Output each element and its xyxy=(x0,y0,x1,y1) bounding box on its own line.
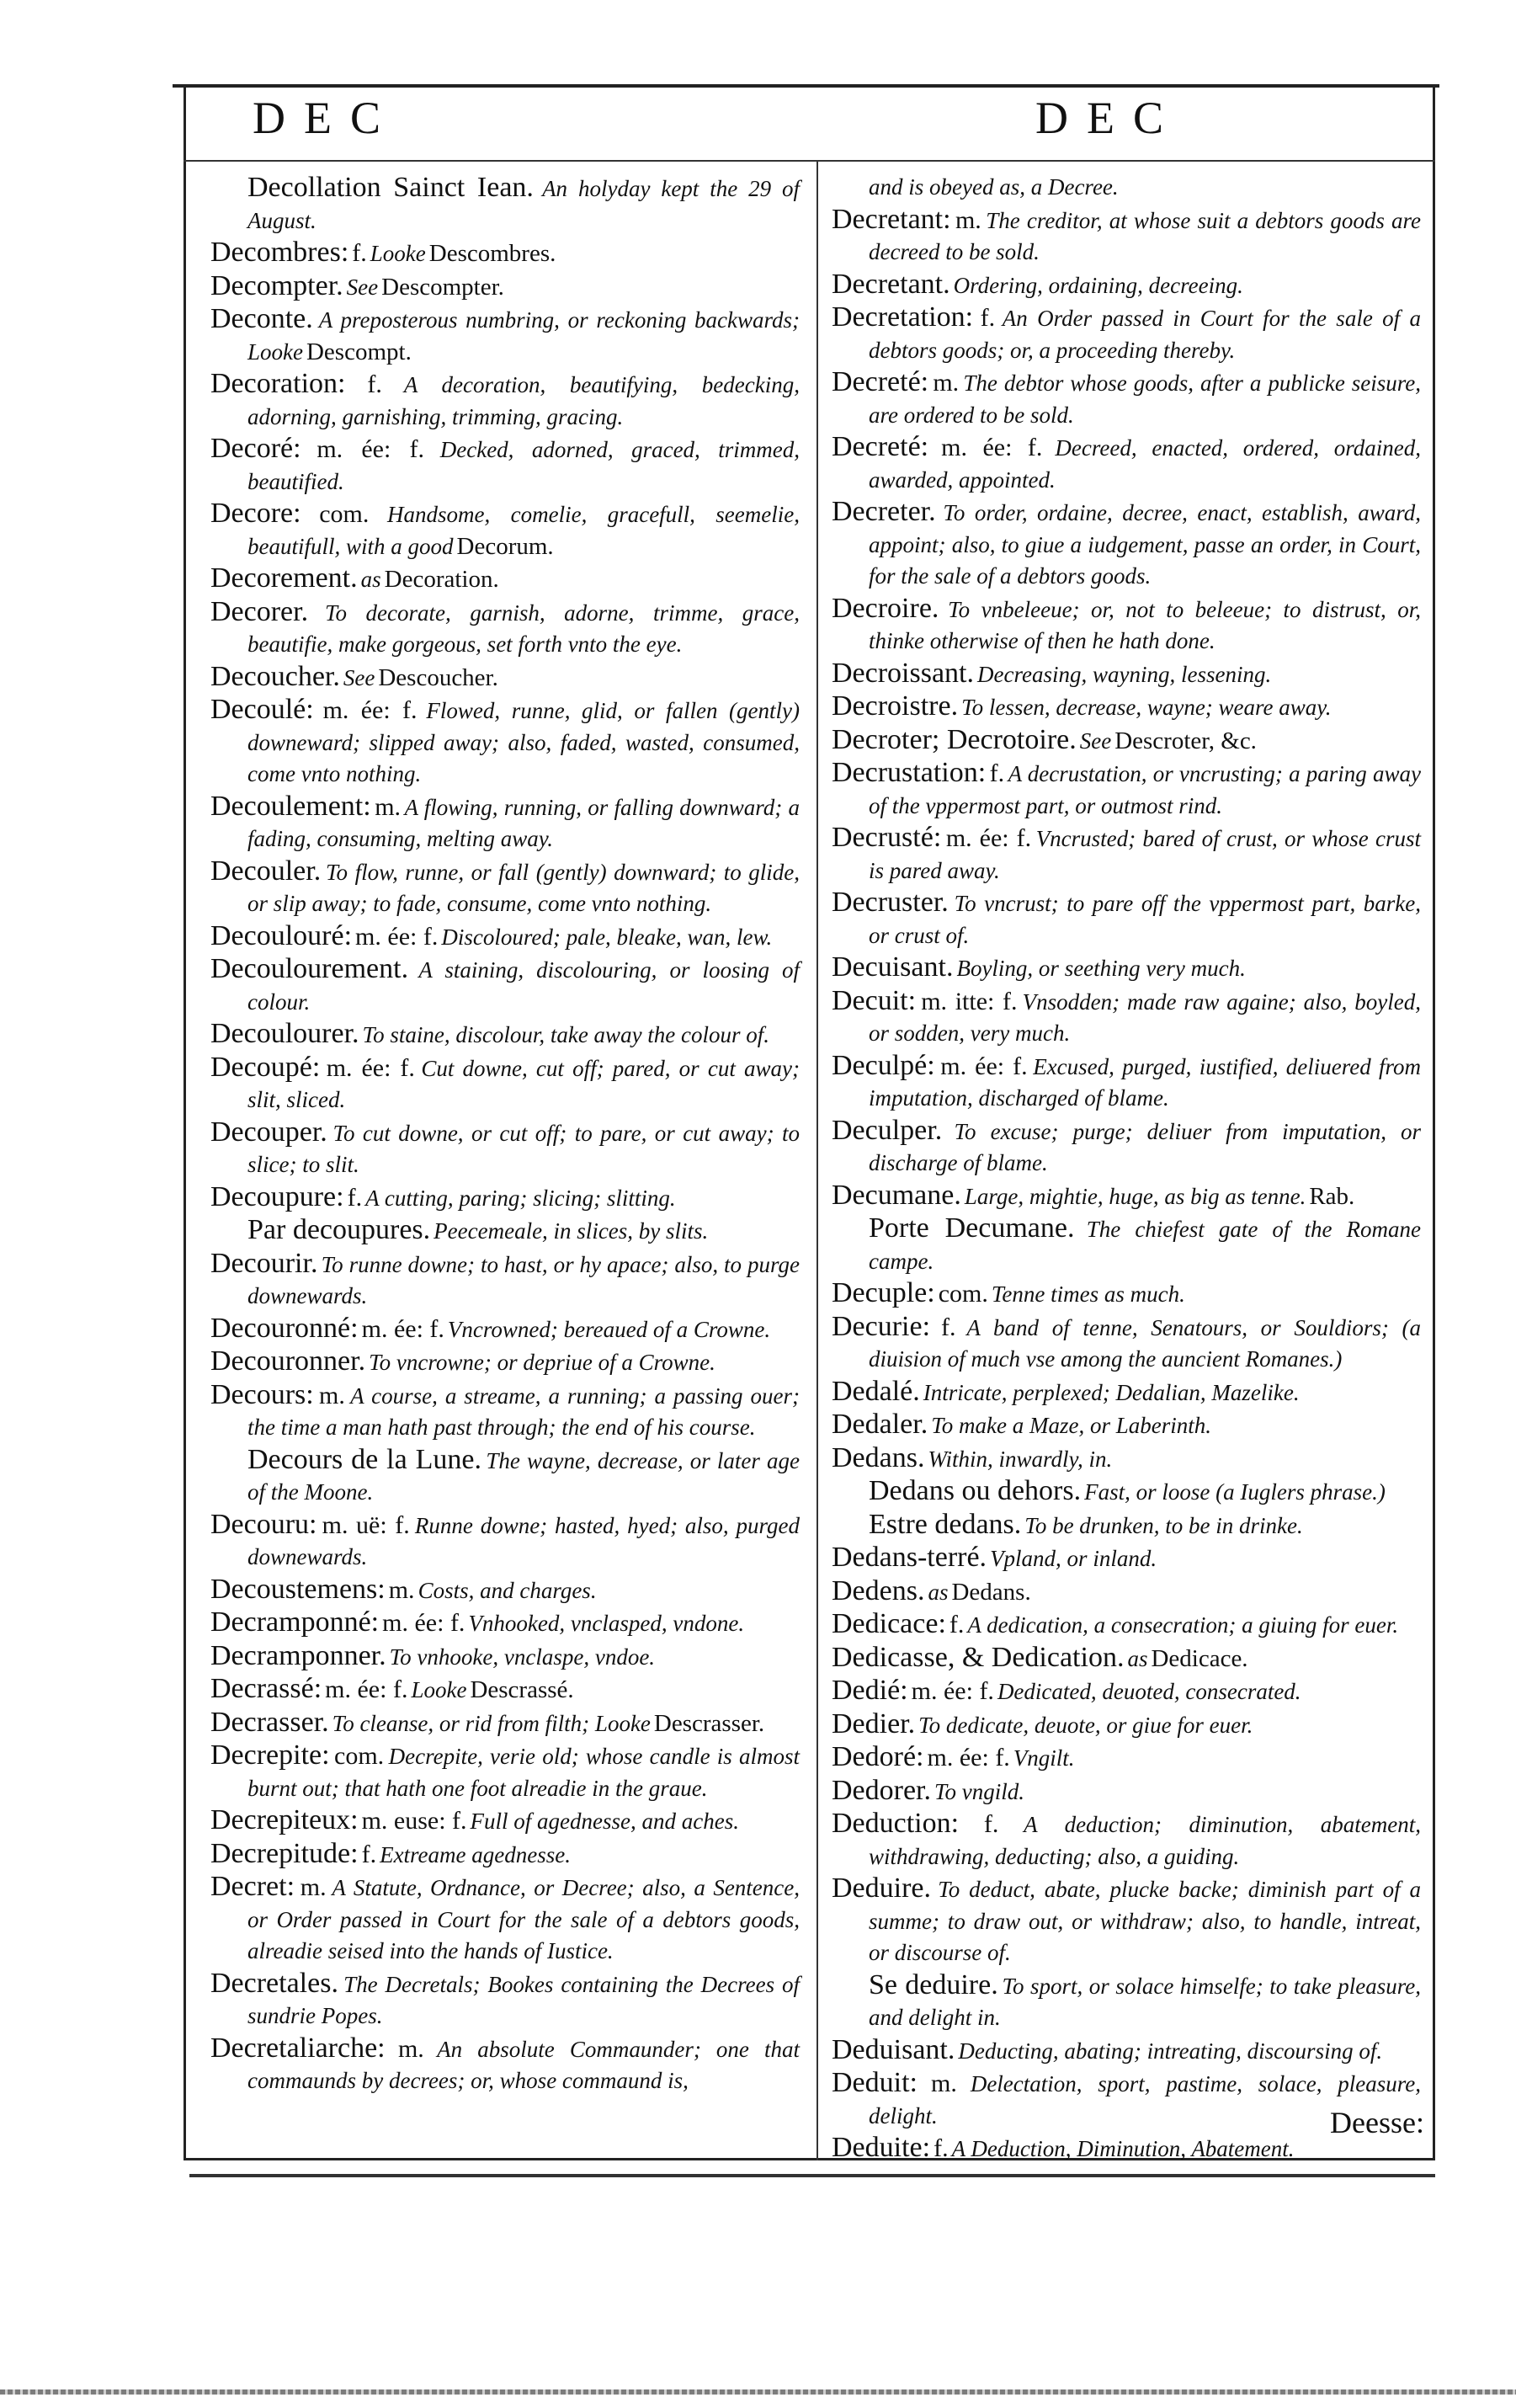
definition: Vpland, or inland. xyxy=(990,1546,1157,1571)
headword: Decours de la Lune. xyxy=(247,1443,481,1475)
headword: Decoulouré: xyxy=(210,919,353,951)
dictionary-entry xyxy=(832,1743,1421,1777)
definition: as xyxy=(1127,1645,1148,1671)
definition: Within, inwardly, in. xyxy=(928,1446,1113,1472)
dictionary-entry xyxy=(832,1707,1421,1744)
dictionary-entry xyxy=(832,1809,1421,1874)
headword: Dedier. xyxy=(832,1707,916,1739)
definition: An absolute Commaunder; one that commaunds by decrees; or, whose commaund is, xyxy=(247,2036,800,2093)
dictionary-entry xyxy=(832,823,1421,888)
dictionary-entry xyxy=(210,1837,800,1873)
dictionary-entry xyxy=(832,723,1421,759)
headword: Decore: xyxy=(210,498,301,529)
definition: Decreasing, wayning, lessening. xyxy=(977,661,1272,687)
grammar: m. ée: f. xyxy=(382,1609,465,1637)
headword: Decouronner. xyxy=(210,1345,366,1377)
headword: Decorer. xyxy=(210,595,309,627)
definition: A flowing, running, or falling downward; a fading, consuming, melting away. xyxy=(247,794,801,851)
headword: Deduit: xyxy=(832,2067,918,2098)
dictionary-entry xyxy=(210,1708,800,1742)
definition: Decreed, enacted, ordered, ordained, awarded, appointed. xyxy=(869,435,1422,493)
dictionary-entry xyxy=(832,888,1421,953)
definition: Ordering, ordaining, decreeing. xyxy=(953,272,1243,298)
cross-reference: Descrasser. xyxy=(653,1709,765,1737)
dictionary-entry xyxy=(832,173,1421,205)
cross-reference: Decorum. xyxy=(456,532,554,560)
definition: To deduct, abate, plucke backe; diminish part of a summe; to draw out, or withdraw; also, to handle, intreat, or discourse of. xyxy=(869,1877,1422,1965)
dictionary-entry xyxy=(832,1410,1421,1444)
grammar: f. xyxy=(980,304,996,332)
headword: Decours: xyxy=(210,1378,314,1410)
dictionary-entry xyxy=(210,305,800,370)
headword: Deculper. xyxy=(832,1114,943,1146)
grammar: m. ée: f. xyxy=(361,1314,444,1343)
definition: Fast, or loose (a Iuglers phrase.) xyxy=(1084,1479,1386,1505)
dictionary-entry xyxy=(210,434,800,499)
catchword: Deesse: xyxy=(1330,2106,1424,2139)
definition: A decrustation, or vncrusting; a paring away of the vppermost part, or outmost rind. xyxy=(869,761,1422,818)
dictionary-entry xyxy=(210,1639,800,1675)
dictionary-entry xyxy=(210,1510,800,1575)
definition: as xyxy=(360,567,381,592)
definition: To vngild. xyxy=(934,1778,1025,1804)
definition: To vncrust; to pare off the vppermost part, barke, or crust of. xyxy=(869,891,1421,948)
dictionary-entry xyxy=(832,498,1421,594)
dictionary-entry xyxy=(832,692,1421,726)
grammar: m. xyxy=(397,2034,424,2063)
dictionary-entry xyxy=(210,1675,800,1708)
dictionary-entry xyxy=(210,2034,800,2099)
dictionary-entry xyxy=(832,1279,1421,1313)
grammar: m. itte: f. xyxy=(921,987,1018,1015)
sub-entry xyxy=(832,1477,1421,1510)
dictionary-entry xyxy=(832,1543,1421,1577)
dictionary-entry xyxy=(832,1874,1421,1971)
grammar: m. uë: f. xyxy=(322,1510,410,1539)
headword: Decretales. xyxy=(210,1967,338,1999)
definition: To be drunken, to be in drinke. xyxy=(1024,1512,1303,1538)
definition: To order, ordaine, decree, enact, establish, award, appoint; also, to giue a iudgement, passe an order, in Court, for the sale of a debtors goods. xyxy=(869,500,1421,589)
grammar: m. xyxy=(933,369,960,397)
definition: A Deduction, Diminution, Abatement. xyxy=(951,2136,1295,2161)
headword: Dedié: xyxy=(832,1675,908,1706)
grammar: m. xyxy=(930,2070,957,2097)
headword: Decrustation: xyxy=(832,757,987,788)
headword: Decretant. xyxy=(832,268,950,300)
grammar: m. xyxy=(319,1381,345,1409)
grammar: f. xyxy=(347,1183,363,1212)
grammar: f. xyxy=(940,1313,956,1341)
definition: See xyxy=(346,274,379,300)
dictionary-entry xyxy=(210,269,800,306)
dictionary-entry xyxy=(210,660,800,696)
definition: To flow, runne, or fall (gently) downward; to glide, or slip away; to fade, consume, come vnto nothing. xyxy=(247,859,800,916)
cross-reference: Descrassé. xyxy=(470,1676,574,1703)
definition: Handsome, comelie, gracefull, seemelie, beautifull, with a good xyxy=(247,502,800,559)
definition: An holyday kept the 29 of August. xyxy=(247,176,800,233)
definition: A cutting, paring; slicing; slitting. xyxy=(365,1185,676,1211)
headword: Decoration: xyxy=(210,368,346,399)
dictionary-entry xyxy=(832,368,1421,433)
definition: To decorate, garnish, adorne, trimme, grace, beautifie, make gorgeous, set forth vnto the eye. xyxy=(247,599,800,657)
headword: Decoré: xyxy=(210,433,301,464)
definition: Large, mightie, huge, as big as tenne. xyxy=(964,1183,1306,1209)
grammar: m. ée: f. xyxy=(927,1744,1010,1771)
dictionary-entry xyxy=(210,370,800,434)
definition: To vnhooke, vnclaspe, vndoe. xyxy=(389,1644,656,1670)
dictionary-entry xyxy=(210,1020,800,1053)
running-head-right: DEC xyxy=(1035,93,1182,143)
header-rule xyxy=(184,160,1435,162)
grammar: f. xyxy=(934,2134,949,2162)
definition: The debtor whose goods, after a publicke seisure, are ordered to be sold. xyxy=(869,370,1421,428)
grammar: m. xyxy=(955,205,981,234)
dictionary-entry xyxy=(832,270,1421,304)
dictionary-entry xyxy=(210,595,800,663)
definition: Vnhooked, vnclasped, vndone. xyxy=(468,1611,745,1636)
dictionary-entry xyxy=(210,857,800,922)
dictionary-entry xyxy=(210,792,800,857)
dictionary-entry xyxy=(832,1610,1421,1644)
headword: Decoulourement. xyxy=(210,953,409,984)
dictionary-entry xyxy=(210,1314,800,1348)
sub-entry xyxy=(210,173,800,238)
definition: Vncrusted; bared of crust, or whose crust is pared away. xyxy=(869,826,1422,883)
grammar: m. ée: f. xyxy=(325,1675,408,1703)
definition: Boyling, or seething very much. xyxy=(956,956,1246,981)
dictionary-entry xyxy=(832,1441,1421,1478)
definition: To dedicate, deuote, or giue for euer. xyxy=(918,1712,1253,1738)
definition: Looke xyxy=(370,241,426,266)
cross-reference: Descroter, &c. xyxy=(1114,727,1257,754)
dictionary-entry xyxy=(210,695,800,792)
headword: Decretation: xyxy=(832,301,974,333)
dictionary-entry xyxy=(832,1181,1421,1215)
dictionary-entry xyxy=(210,1741,800,1806)
definition: A Statute, Ordnance, or Decree; also, a Sentence, or Order passed in Court for the sale of a debtors goods, alreadie seised into the hands of Iustice. xyxy=(247,1875,801,1963)
grammar: m. xyxy=(300,1873,327,1901)
dictionary-entry xyxy=(832,205,1421,270)
grammar: m. ée: f. xyxy=(941,434,1043,461)
headword: Decrepiteux: xyxy=(210,1804,359,1835)
definition: Cut downe, cut off; pared, or cut away; slit, sliced. xyxy=(247,1055,801,1112)
headword: Decompter. xyxy=(210,269,343,301)
definition: A dedication, a consecration; a giuing for euer. xyxy=(967,1612,1399,1638)
headword: Decoulé: xyxy=(210,694,314,725)
headword: Deduisant. xyxy=(832,2033,955,2065)
definition: Vnsodden; made raw againe; also, boyled, or sodden, very much. xyxy=(869,988,1421,1046)
headword: Dedorer. xyxy=(832,1774,932,1806)
bottom-rule xyxy=(189,2174,1435,2177)
dictionary-entry xyxy=(832,1310,1422,1377)
headword: Decroistre. xyxy=(832,690,959,722)
headword: Dedalé. xyxy=(832,1375,920,1407)
cross-reference: Rab. xyxy=(1309,1182,1355,1210)
definition: A course, a streame, a running; a passing ouer; the time a man hath past through; the end of his course. xyxy=(247,1382,801,1440)
grammar: f. xyxy=(989,759,1005,787)
headword: Decombres: xyxy=(210,237,349,268)
definition: Vncrowned; bereaued of a Crowne. xyxy=(447,1316,771,1342)
headword: Par decoupures. xyxy=(247,1214,431,1245)
definition: Extreame agednesse. xyxy=(380,1841,571,1867)
headword: Decroter; Decrotoire. xyxy=(832,723,1077,755)
grammar: m. ée: f. xyxy=(322,696,418,724)
headword: Decramponner. xyxy=(210,1639,386,1671)
grammar: m. ée: f. xyxy=(940,1052,1028,1080)
headword: Porte Decumane. xyxy=(869,1212,1075,1244)
dictionary-entry xyxy=(832,303,1421,368)
dictionary-entry xyxy=(210,1249,800,1314)
headword: Decouler. xyxy=(210,855,322,887)
definition: Full of agednesse, and aches. xyxy=(470,1809,739,1834)
cross-reference: Decoration. xyxy=(384,566,499,593)
definition: Costs, and charges. xyxy=(418,1577,597,1603)
headword: Decrepitude: xyxy=(210,1837,359,1869)
definition: To cleanse, or rid from filth; Looke xyxy=(332,1710,651,1736)
cross-reference: Descoucher. xyxy=(378,663,498,691)
headword: Decruster. xyxy=(832,887,949,918)
headword: Deconte. xyxy=(210,303,313,334)
grammar: m. ée: f. xyxy=(911,1677,994,1705)
dictionary-entry xyxy=(210,1118,800,1183)
grammar: com. xyxy=(334,1742,385,1770)
headword: Dedicasse, & Dedication. xyxy=(832,1641,1125,1673)
column-divider xyxy=(817,160,818,2160)
definition: A deduction; diminution, abatement, withdrawing, deducting; also, a guiding. xyxy=(869,1812,1421,1869)
definition: To sport, or solace himselfe; to take pleasure, and delight in. xyxy=(869,1973,1422,2030)
headword: Dedans ou dehors. xyxy=(869,1475,1082,1506)
dictionary-entry xyxy=(210,238,800,272)
grammar: m. euse: f. xyxy=(361,1807,467,1835)
dictionary-entry xyxy=(210,1378,801,1446)
headword: Decreté: xyxy=(832,431,929,462)
headword: Dedaler. xyxy=(832,1409,928,1440)
definition: To staine, discolour, take away the colour of. xyxy=(362,1022,770,1047)
headword: Decouru: xyxy=(210,1508,317,1540)
dictionary-entry xyxy=(210,1969,800,2034)
cross-reference: Dedicace. xyxy=(1151,1644,1248,1672)
definition: An Order passed in Court for the sale of a debtors goods; or, a proceeding thereby. xyxy=(869,306,1422,363)
definition: To runne downe; to hast, or hy apace; also, to purge downewards. xyxy=(247,1251,800,1308)
headword: Decuple: xyxy=(832,1277,935,1308)
headword: Decoucher. xyxy=(210,660,340,692)
sub-entry xyxy=(210,1216,800,1249)
dictionary-entry xyxy=(210,1575,800,1609)
definition: Peecemeale, in slices, by slits. xyxy=(434,1218,709,1244)
grammar: f. xyxy=(949,1611,965,1638)
grammar: m. xyxy=(388,1575,415,1604)
definition: Flowed, runne, glid, or fallen (gently) downeward; slipped away; also, faded, wasted, consumed, come vnto nothing. xyxy=(247,698,800,786)
dictionary-entry xyxy=(210,955,800,1020)
grammar: m. ée: f. xyxy=(326,1053,415,1082)
headword: Se deduire. xyxy=(869,1968,998,2000)
headword: Decoupé: xyxy=(210,1051,321,1083)
headword: Deduction: xyxy=(832,1808,960,1839)
headword: Dedans-terré. xyxy=(832,1542,987,1573)
headword: Decroissant. xyxy=(832,657,975,689)
definition: See xyxy=(343,664,375,690)
grammar: f. xyxy=(983,1810,999,1838)
grammar: f. xyxy=(361,1840,377,1868)
definition: The Decretals; Bookes containing the Decrees of sundrie Popes. xyxy=(247,1971,800,2028)
definition: Discoloured; pale, bleake, wan, lew. xyxy=(441,924,773,950)
grammar: com. xyxy=(319,500,370,528)
definition: To vnbeleeue; or, not to beleeue; to distrust, or, thinke otherwise of then he hath done. xyxy=(869,596,1421,653)
headword: Decretant: xyxy=(832,203,951,235)
dictionary-entry xyxy=(832,953,1421,987)
headword: Deduite: xyxy=(832,2132,931,2163)
cross-reference: Dedans. xyxy=(951,1578,1031,1606)
headword: Decroire. xyxy=(832,592,939,624)
grammar: m. xyxy=(375,792,402,821)
headword: Decret: xyxy=(210,1871,295,1902)
definition: To lessen, decrease, wayne; weare away. xyxy=(961,695,1332,720)
dictionary-entry xyxy=(832,1774,1421,1810)
definition: The chiefest gate of the Romane campe. xyxy=(869,1217,1421,1274)
definition: Intricate, perplexed; Dedalian, Mazelike. xyxy=(923,1379,1300,1405)
definition: See xyxy=(1079,727,1112,754)
headword: Decourir. xyxy=(210,1247,318,1279)
headword: Decreté: xyxy=(832,366,929,397)
dictionary-entry xyxy=(210,919,800,956)
headword: Decoulement: xyxy=(210,790,371,822)
dictionary-entry xyxy=(832,1676,1421,1710)
dictionary-entry xyxy=(832,659,1421,693)
sub-entry xyxy=(832,1510,1421,1544)
headword: Decuisant. xyxy=(832,951,954,983)
dictionary-entry xyxy=(832,1641,1421,1677)
definition: A staining, discolouring, or loosing of colour. xyxy=(247,957,801,1015)
headword: Decrepite: xyxy=(210,1739,330,1771)
dictionary-entry xyxy=(832,594,1421,659)
cross-reference: Descompter. xyxy=(381,273,504,301)
definition: Looke xyxy=(411,1677,467,1702)
grammar: m. ée: f. xyxy=(945,824,1032,852)
headword: Dedicace: xyxy=(832,1608,946,1639)
headword: Decoupure: xyxy=(210,1180,344,1212)
headword: Decumane. xyxy=(832,1179,961,1211)
dictionary-entry xyxy=(832,1377,1421,1411)
sub-entry xyxy=(832,1968,1422,2036)
definition: Runne downe; hasted, hyed; also, purged downewards. xyxy=(247,1512,800,1569)
headword: Decorement. xyxy=(210,562,358,594)
dictionary-entry xyxy=(210,1053,800,1118)
grammar: f. xyxy=(352,239,367,267)
definition: Deducting, abating; intreating, discoursing of. xyxy=(958,2038,1383,2064)
definition: The creditor, at whose suit a debtors goods are decreed to be sold. xyxy=(869,207,1422,264)
dictionary-entry xyxy=(210,1873,800,1969)
dictionary-entry xyxy=(210,499,800,564)
dictionary-entry xyxy=(832,2033,1421,2070)
dictionary-entry xyxy=(832,1116,1421,1181)
definition: Delectation, sport, pastime, solace, pleasure, delight. xyxy=(869,2071,1421,2128)
headword: Decoulourer. xyxy=(210,1018,359,1049)
definition: Dedicated, deuoted, consecrated. xyxy=(997,1679,1301,1704)
right-column xyxy=(832,173,1421,2167)
dictionary-entry xyxy=(832,759,1421,823)
definition: A preposterous numbring, or reckoning backwards; Looke xyxy=(247,307,801,365)
definition: A decoration, beautifying, bedecking, adorning, garnishing, trimming, gracing. xyxy=(247,372,800,429)
running-head-left: DEC xyxy=(253,93,399,143)
headword: Decoustemens: xyxy=(210,1573,386,1605)
definition: To cut downe, or cut off; to pare, or cut away; to slice; to slit. xyxy=(247,1120,800,1177)
definition: To excuse; purge; deliuer from imputation, or discharge of blame. xyxy=(869,1118,1421,1175)
dictionary-entry xyxy=(210,564,800,598)
headword: Decreter. xyxy=(832,496,936,527)
definition: Decked, adorned, graced, trimmed, beautified. xyxy=(247,437,801,494)
scan-edge xyxy=(0,2389,1516,2395)
sub-entry xyxy=(832,1214,1421,1279)
grammar: com. xyxy=(938,1280,988,1308)
headword: Dedoré: xyxy=(832,1741,924,1772)
definition: A band of tenne, Senatours, or Souldiors; (a diuision of much vse among the auncient Romanes.) xyxy=(869,1314,1422,1372)
dictionary-entry xyxy=(210,1347,800,1381)
cross-reference: Descombres. xyxy=(428,240,556,267)
definition: and is obeyed as, a Decree. xyxy=(869,174,1119,200)
grammar: f. xyxy=(367,370,382,398)
definition: The wayne, decrease, or later age of the Moone. xyxy=(247,1447,801,1505)
headword: Decouper. xyxy=(210,1116,327,1148)
headword: Decollation Sainct Iean. xyxy=(247,172,534,203)
definition: Decrepite, verie old; whose candle is almost burnt out; that hath one foot alreadie in the graue. xyxy=(247,1744,800,1801)
definition: To vncrowne; or depriue of a Crowne. xyxy=(369,1350,715,1375)
headword: Decurie: xyxy=(832,1310,931,1342)
headword: Decramponné: xyxy=(210,1606,380,1638)
dictionary-entry xyxy=(832,1049,1422,1116)
dictionary-entry xyxy=(832,984,1421,1052)
left-column xyxy=(210,173,800,2099)
grammar: m. ée: f. xyxy=(316,435,425,463)
dictionary-entry xyxy=(832,1574,1421,1611)
definition: Excused, purged, iustified, deliuered from imputation, discharged of blame. xyxy=(869,1053,1422,1111)
sub-entry xyxy=(210,1443,801,1510)
headword: Dedens. xyxy=(832,1574,925,1606)
definition: To make a Maze, or Laberinth. xyxy=(931,1413,1211,1438)
headword: Decuit: xyxy=(832,984,917,1016)
definition: as xyxy=(928,1579,949,1605)
dictionary-entry xyxy=(210,1180,800,1217)
definition: Vngilt. xyxy=(1013,1745,1075,1771)
headword: Decouronné: xyxy=(210,1312,359,1344)
headword: Decretaliarche: xyxy=(210,2032,386,2064)
headword: Dedans. xyxy=(832,1441,925,1473)
definition: Tenne times as much. xyxy=(991,1281,1185,1307)
dictionary-entry xyxy=(210,1608,800,1642)
headword: Decrassé: xyxy=(210,1673,322,1704)
dictionary-entry xyxy=(832,433,1421,498)
headword: Decrasser. xyxy=(210,1706,329,1738)
grammar: m. ée: f. xyxy=(355,922,439,951)
headword: Decrusté: xyxy=(832,822,942,853)
headword: Deculpé: xyxy=(832,1049,935,1081)
headword: Deduire. xyxy=(832,1873,932,1904)
cross-reference: Descompt. xyxy=(306,338,412,365)
dictionary-entry xyxy=(210,1806,800,1840)
headword: Estre dedans. xyxy=(869,1508,1022,1540)
